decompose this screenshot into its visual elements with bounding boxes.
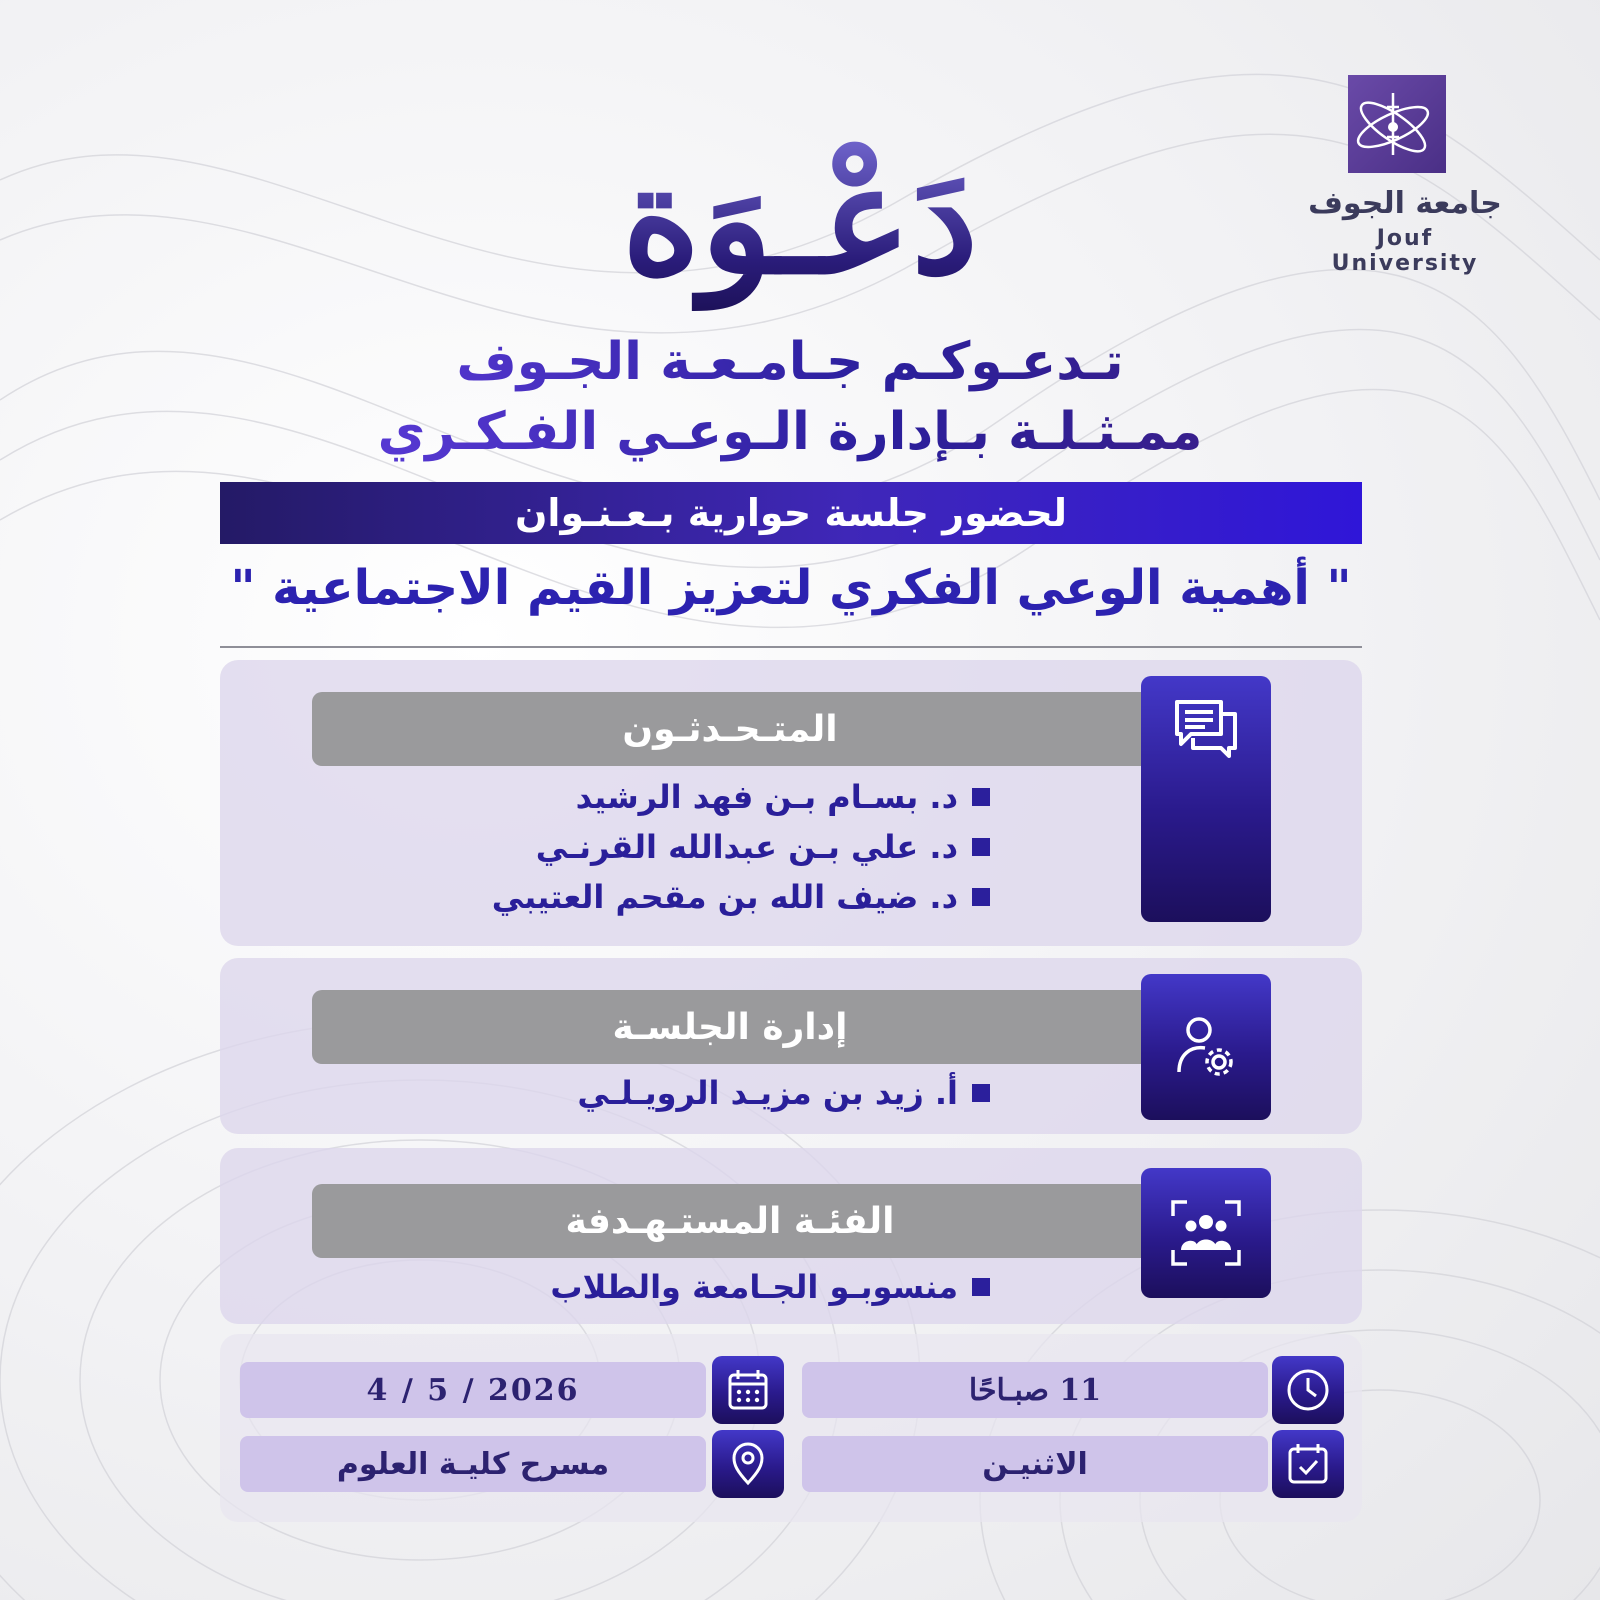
moderator-list: [400, 1068, 990, 1118]
audience-title: الفئـة المستـهـدفة: [565, 1200, 895, 1242]
date-value: 4 / 5 / 2026: [240, 1362, 706, 1418]
university-logo: [1348, 75, 1446, 173]
list-item: أ. زيد بن مزيـد الرويـلـي: [400, 1068, 990, 1118]
list-item: منسوبـو الجـامعة والطلاب: [400, 1262, 990, 1312]
bullet-square: [972, 1278, 990, 1296]
speakers-title: المتـحـدثـون: [622, 708, 838, 750]
audience-icon-tile: [1141, 1168, 1271, 1298]
time-value: 11 صبـاحًا: [802, 1362, 1268, 1418]
bullet-square: [972, 888, 990, 906]
moderator-icon-tile: [1141, 974, 1271, 1120]
moderator-title: إدارة الجلسـة: [612, 1006, 848, 1048]
place-icon-tile: [712, 1430, 784, 1498]
calendar-check-icon: [1285, 1441, 1331, 1487]
date-icon-tile: [712, 1356, 784, 1424]
user-gear-icon: [1171, 1012, 1241, 1082]
invitation-line-2: ممـثـلـة بـإدارة الـوعـي الفـكـري: [330, 402, 1250, 462]
group-icon: [1169, 1198, 1243, 1268]
day-icon-tile: [1272, 1430, 1344, 1498]
bullet-square: [972, 788, 990, 806]
location-pin-icon: [725, 1441, 771, 1487]
time-icon-tile: [1272, 1356, 1344, 1424]
university-name-en: Jouf University: [1331, 226, 1479, 276]
place-value: مسرح كليـة العلوم: [240, 1436, 706, 1492]
bullet-square: [972, 1084, 990, 1102]
list-item: د. علي بـن عبدالله القرنـي: [400, 822, 990, 872]
session-banner: [220, 482, 1362, 544]
session-topic: " أهمية الوعي الفكري لتعزيز القيم الاجتماعية ": [230, 560, 1352, 616]
chat-icon: [1171, 694, 1241, 764]
day-value: الاثنيـن: [802, 1436, 1268, 1492]
audience-list: [400, 1262, 990, 1312]
divider: [220, 646, 1362, 648]
invitation-line-1: تـدعـوكـم جـامـعـة الجـوف: [330, 332, 1250, 392]
list-item: د. ضيف الله بن مقحم العتيبي: [400, 872, 990, 922]
university-name-ar: جامعة الجوف: [1308, 186, 1502, 221]
clock-icon: [1285, 1367, 1331, 1413]
session-banner-text: لحضور جلسة حوارية بـعـنـوان: [515, 491, 1068, 535]
atom-logo-icon: [1348, 75, 1446, 173]
moderator-header: [312, 990, 1148, 1064]
audience-header: [312, 1184, 1148, 1258]
bullet-square: [972, 838, 990, 856]
speakers-header: [312, 692, 1148, 766]
speakers-icon-tile: [1141, 676, 1271, 922]
speakers-list: [400, 772, 990, 922]
calendar-icon: [725, 1367, 771, 1413]
invitation-title: دَعْـوَة: [520, 120, 1080, 320]
list-item: د. بسـام بـن فهد الرشيد: [400, 772, 990, 822]
